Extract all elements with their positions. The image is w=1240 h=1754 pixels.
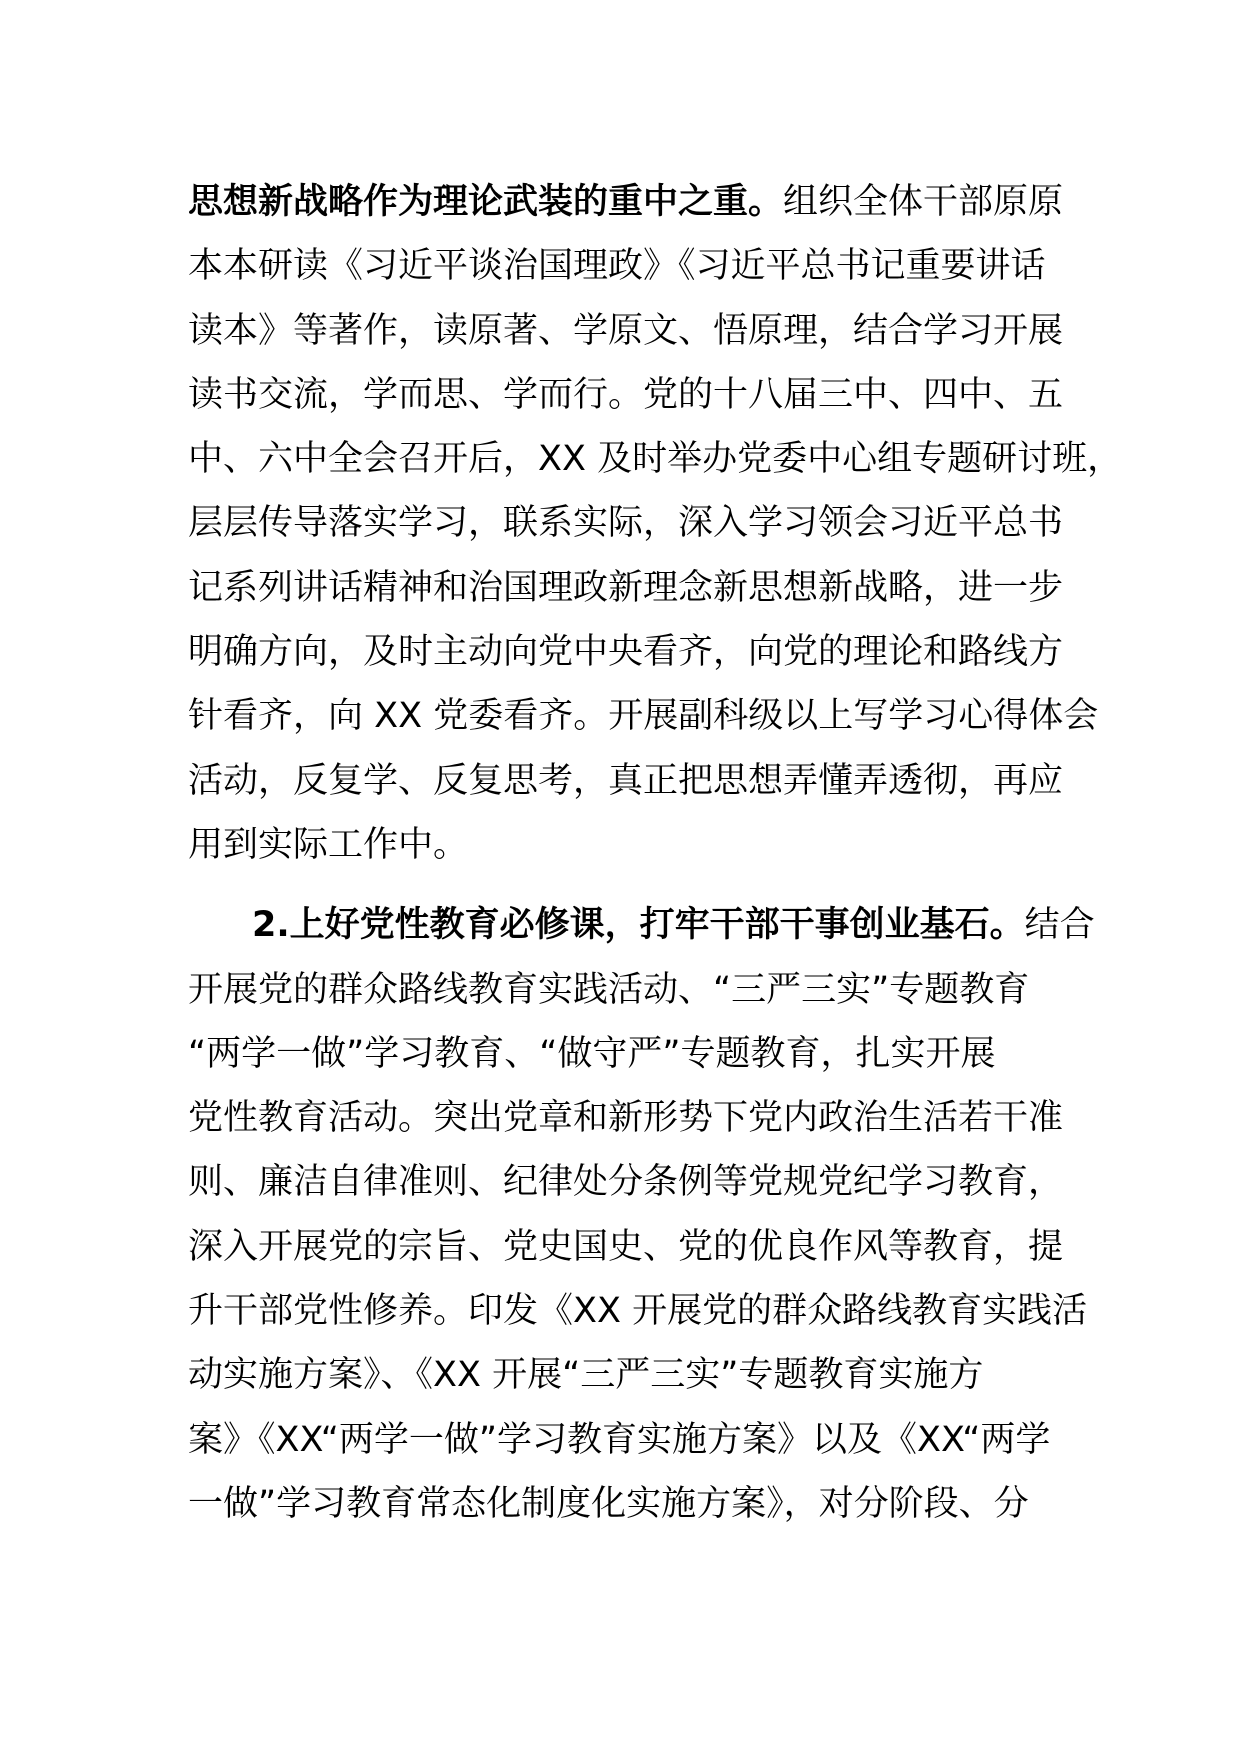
paragraph-1-line: 本本研读《习近平谈治国理政》《习近平总书记重要讲话	[188, 246, 1046, 287]
paragraph-1-line: 明确方向，及时主动向党中央看齐，向党的理论和路线方	[188, 632, 1064, 673]
paragraph-1-line: 针看齐，向 XX 党委看齐。开展副科级以上写学习心得体会	[188, 696, 1099, 737]
paragraph-spacing	[188, 877, 1088, 893]
paragraph-1-line: 中、六中全会召开后，XX 及时举办党委中心组专题研讨班，	[188, 439, 1123, 480]
paragraph-1-line-1	[188, 170, 1088, 234]
paragraph-1-line: 读书交流，学而思、学而行。党的十八届三中、四中、五	[188, 374, 1064, 415]
paragraph-1-line: 读本》等著作，读原著、学原文、悟原理，结合学习开展	[188, 310, 1064, 351]
paragraph-1-line: 活动，反复学、反复思考，真正把思想弄懂弄透彻，再应	[188, 760, 1064, 801]
paragraph-1-line-1-text: 组织全体干部原原	[783, 182, 1064, 222]
paragraph-2-line: 开展党的群众路线教育实践活动、“三严三实”专题教育	[188, 969, 1030, 1010]
paragraph-2-line: 一做”学习教育常态化制度化实施方案》，对分阶段、分	[188, 1483, 1029, 1524]
paragraph-1-line: 层层传导落实学习，联系实际，深入学习领会习近平总书	[188, 503, 1064, 544]
paragraph-2-line: 深入开展党的宗旨、党史国史、党的优良作风等教育，提	[188, 1226, 1064, 1267]
paragraph-1-line: 用到实际工作中。	[188, 824, 469, 865]
body-text	[188, 170, 1123, 1536]
paragraph-2-bold-heading: 2.上好党性教育必修课，打牢干部干事创业基石。	[252, 905, 1025, 946]
paragraph-2-line: 案》《XX“两学一做”学习教育实施方案》以及《XX“两学	[188, 1419, 1051, 1460]
paragraph-2-line: “两学一做”学习教育、“做守严”专题教育，扎实开展	[188, 1033, 996, 1074]
paragraph-2-line: 则、廉洁自律准则、纪律处分条例等党规党纪学习教育，	[188, 1162, 1064, 1203]
paragraph-1-bold-lead: 思想新战略作为理论武装的重中之重。	[188, 182, 784, 222]
paragraph-2-line: 党性教育活动。突出党章和新形势下党内政治生活若干准	[188, 1098, 1064, 1139]
paragraph-2-line: 升干部党性修养。印发《XX 开展党的群众路线教育实践活	[188, 1291, 1088, 1332]
paragraph-2-line-1	[188, 893, 1095, 957]
paragraph-1-line: 记系列讲话精神和治国理政新理念新思想新战略，进一步	[188, 567, 1064, 608]
paragraph-2-line-1-text: 结合	[1024, 905, 1095, 946]
paragraph-2-line: 动实施方案》、《XX 开展“三严三实”专题教育实施方	[188, 1355, 984, 1396]
